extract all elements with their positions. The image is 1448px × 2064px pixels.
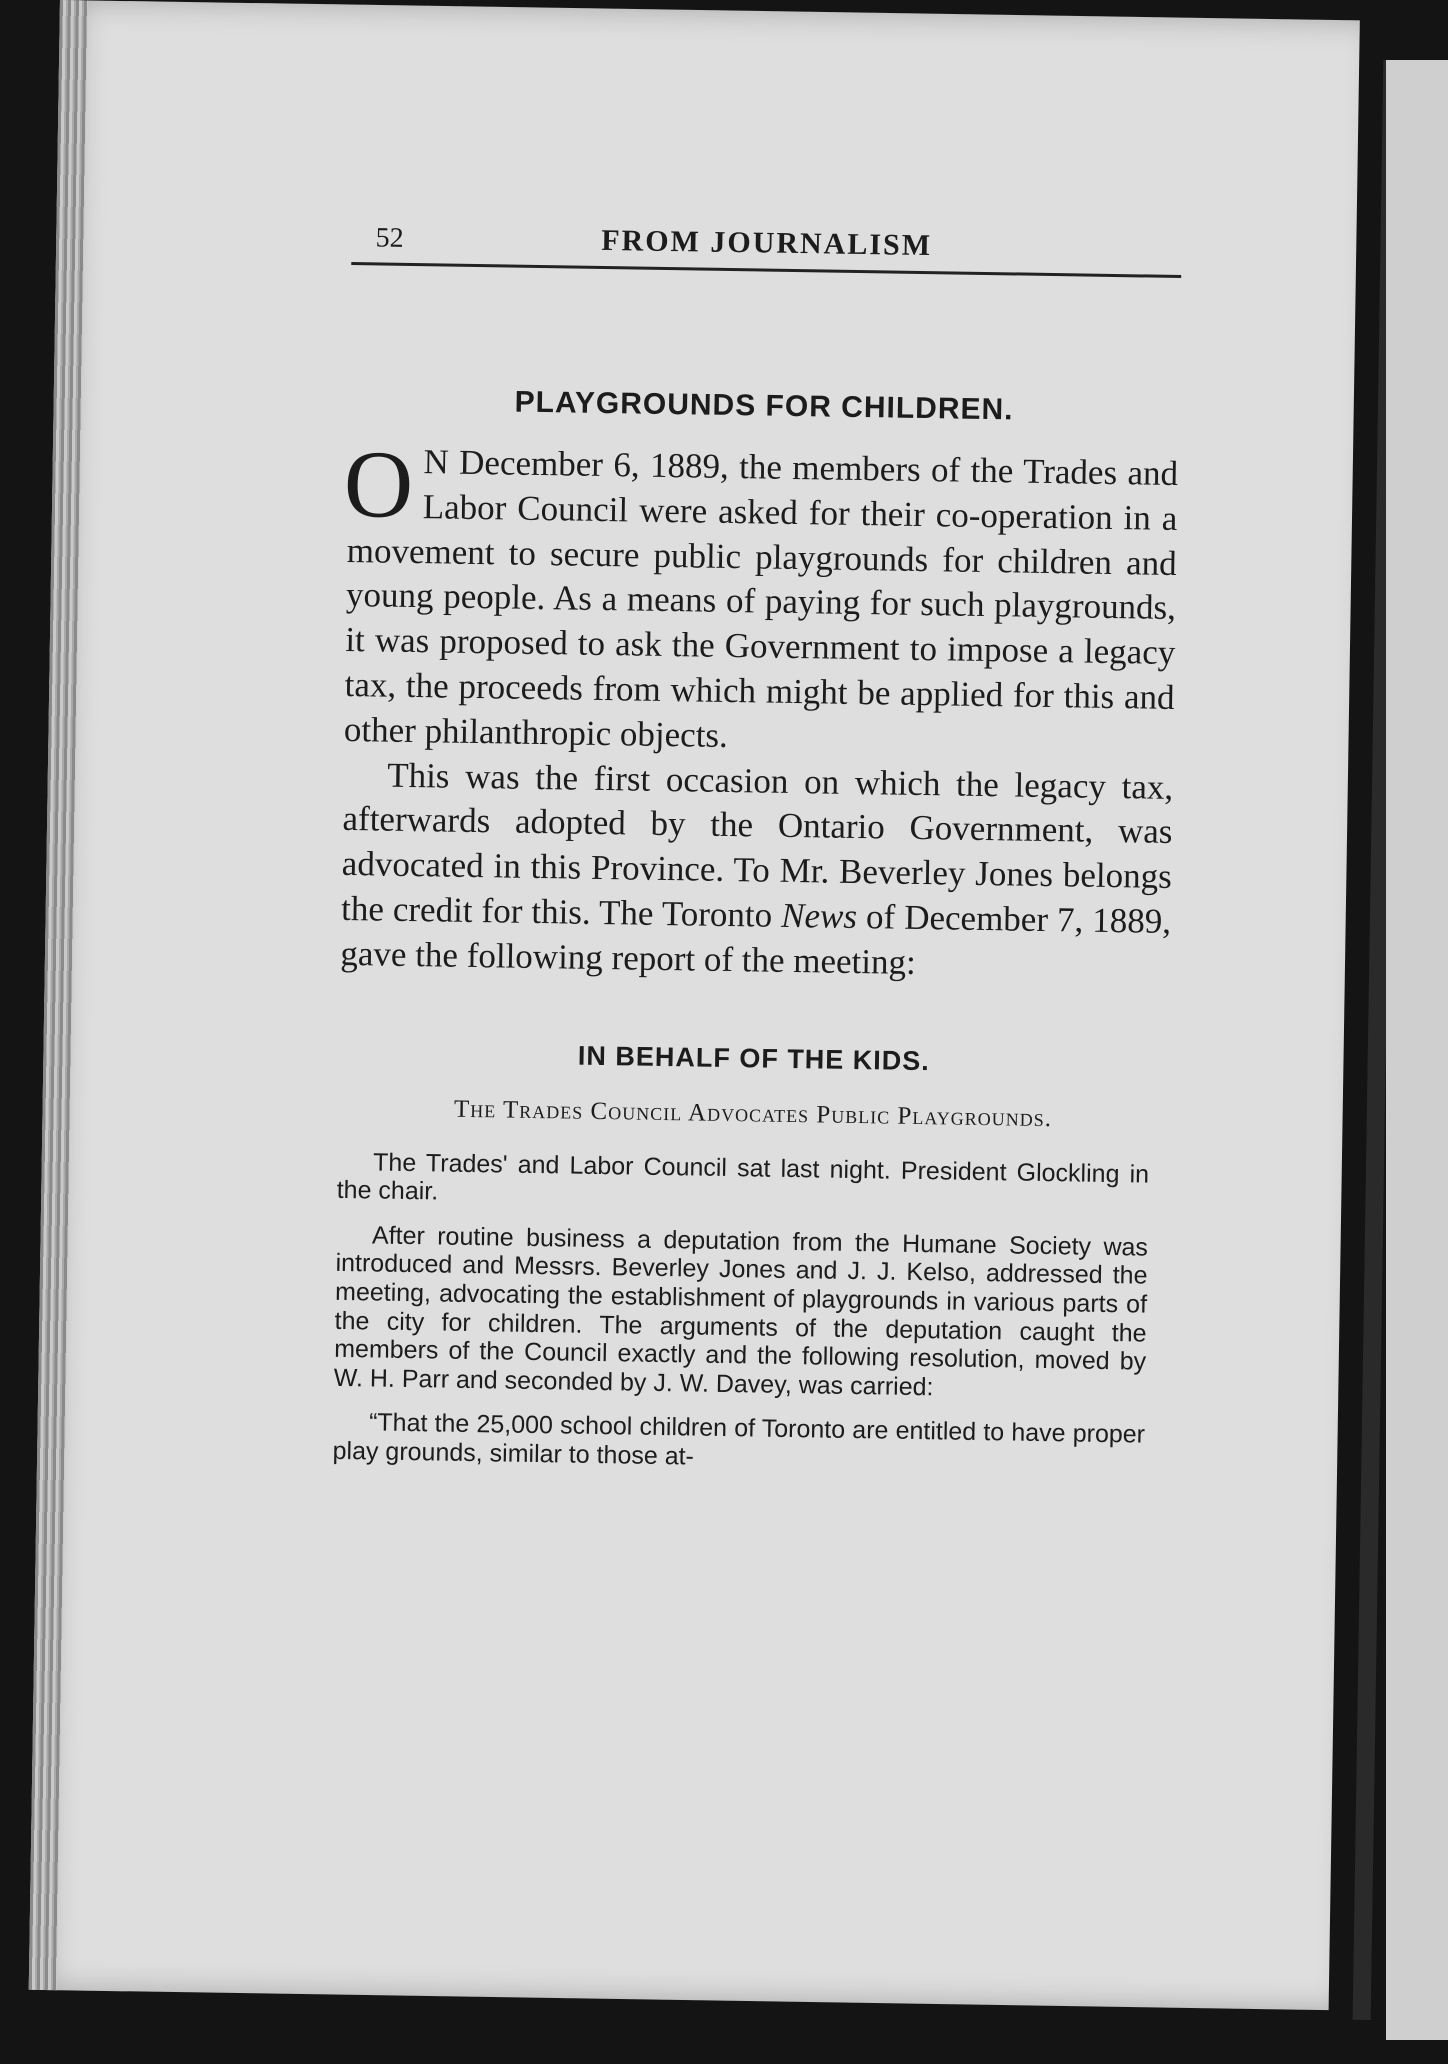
page-content	[332, 218, 1182, 1494]
news-subheadline: The Trades Council Advocates Public Playgrounds.	[453, 1095, 1053, 1132]
news-headline: IN BEHALF OF THE KIDS.	[577, 1040, 931, 1076]
news-report	[332, 1147, 1167, 1478]
body-paragraph-1-text: N December 6, 1889, the members of the Trades and Labor Council were asked for their co-operation in a movement to secure public playgrounds for children and young people. As a means of paying for such playgrounds, it was proposed to ask the Government to impose a legacy tax, the proceeds from which might be applied for this and other philanthropic objects.	[343, 442, 1179, 755]
body-paragraph-1	[342, 429, 1179, 766]
body-text	[340, 429, 1179, 990]
section-title: PLAYGROUNDS FOR CHILDREN.	[514, 385, 1014, 427]
newspaper-name: News	[780, 895, 858, 936]
body-paragraph-2-end: of December 7, 1889, gave the following report of the meeting:	[340, 896, 1172, 982]
news-paragraph-3: “That the 25,000 school children of Toronto are entitled to have proper play grounds, similar to those at-	[332, 1408, 1146, 1471]
page-number: 52	[375, 222, 404, 254]
right-page-edge	[1386, 60, 1448, 2040]
news-paragraph-2: After routine business a deputation from the Humane Society was introduced and Messrs. Beverley Jones and J. J. Kelso, addressed the meeting, advocating the establishment of playgrounds in various parts of the city for children. The arguments of the deputation caught the members of the Council exactly and the following resolution, moved by W. H. Parr and seconded by J. W. Davey, was carried:	[333, 1221, 1149, 1401]
news-paragraph-1: The Trades' and Labor Council sat last night. President Glockling in the chair.	[336, 1148, 1150, 1206]
drop-cap: O	[342, 429, 414, 538]
body-paragraph-2	[340, 753, 1173, 990]
running-title: FROM JOURNALISM	[600, 223, 933, 263]
body-paragraph-2-start: This was the first occasion on which the legacy tax, afterwards adopted by the Ontario Government, was advocated in this Province. To Mr. Beverley Jones belongs the credit for this. The Toronto	[340, 755, 1174, 935]
